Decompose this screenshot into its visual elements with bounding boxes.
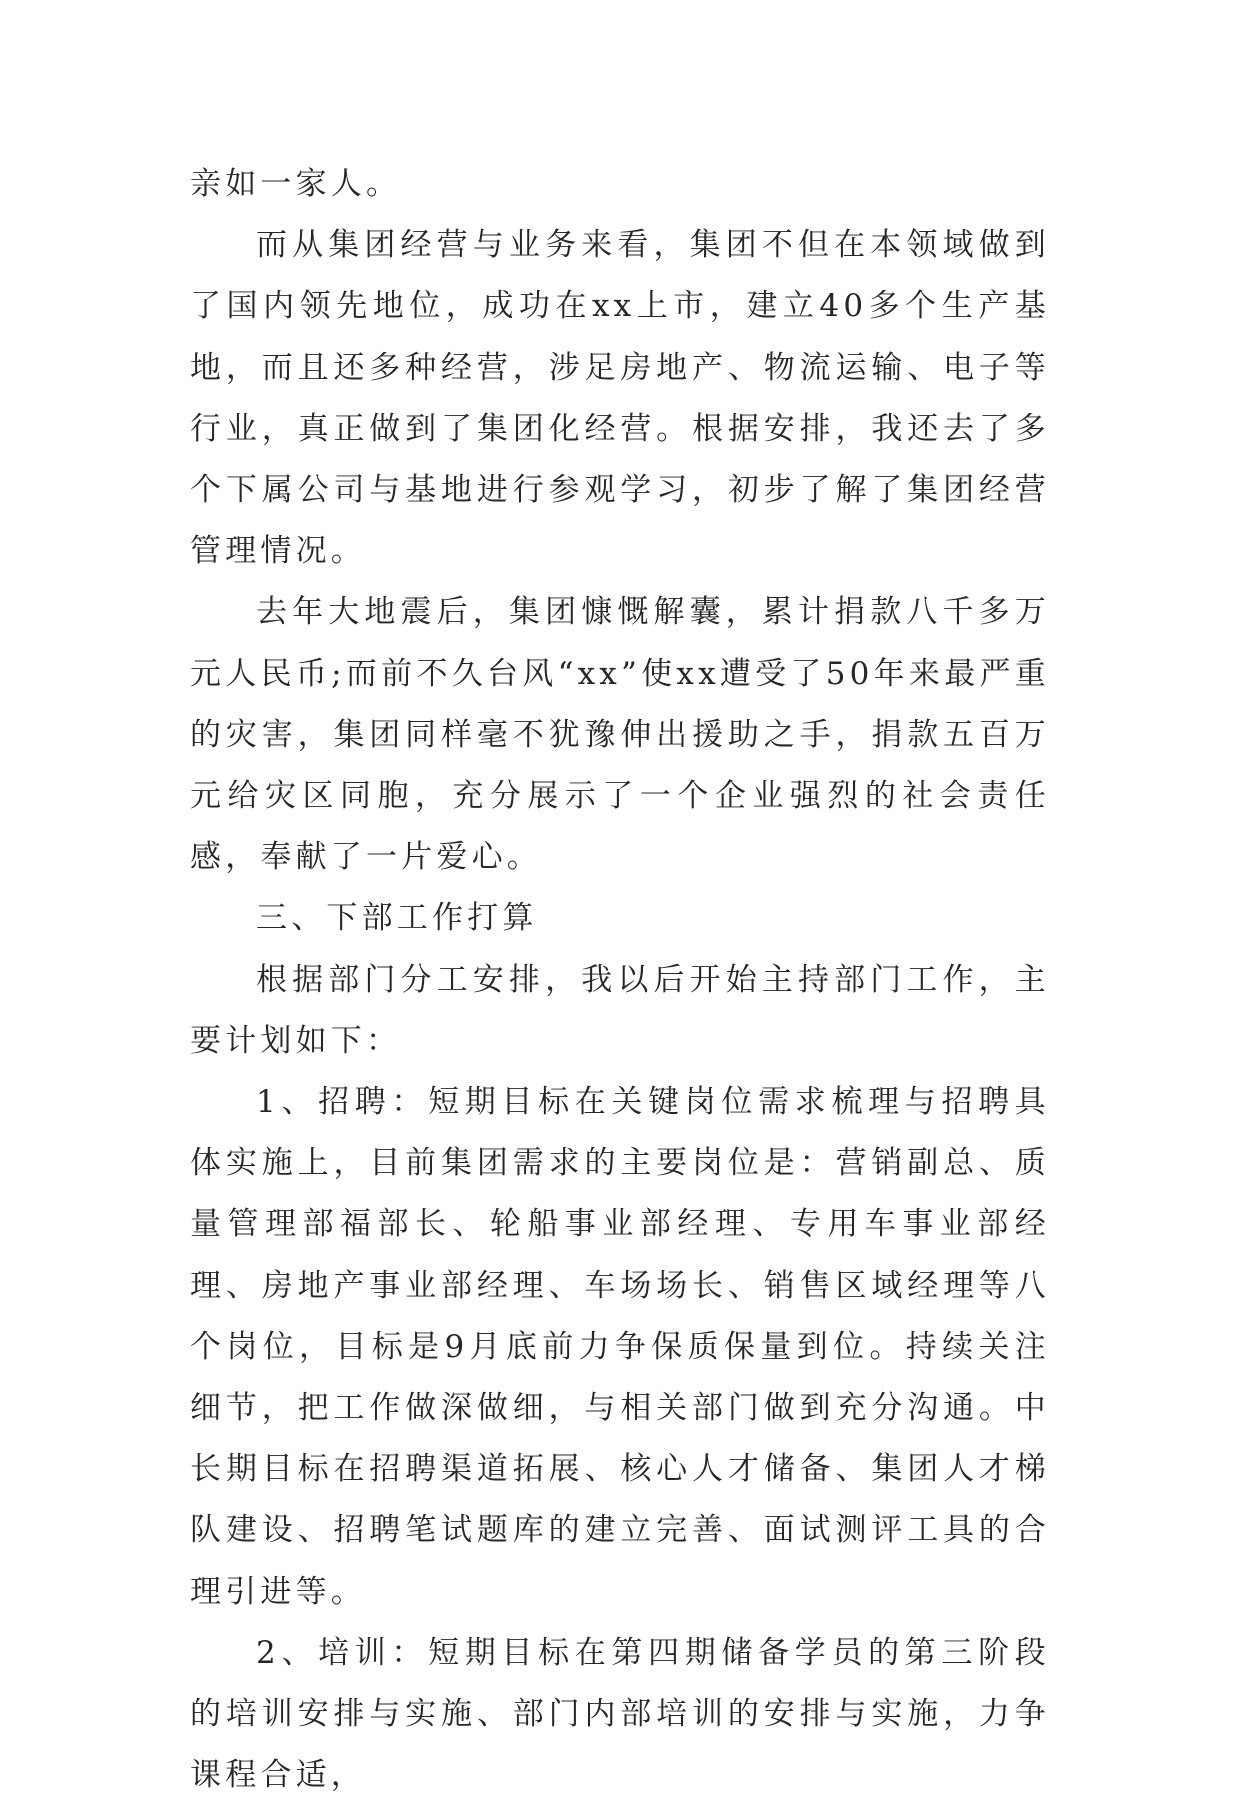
paragraph-plan-intro: 根据部门分工安排，我以后开始主持部门工作，主要计划如下： [190, 961, 1050, 1059]
document-body [190, 154, 1050, 1806]
paragraph-group-business: 而从集团经营与业务来看，集团不但在本领域做到了国内领先地位，成功在xx上市，建立40多个生产基地，而且还多种经营，涉足房地产、物流运输、电子等行业，真正做到了集团化经营。根据安排，我还去了多个下属公司与基地进行参观学习，初步了解了集团经营管理情况。 [190, 227, 1050, 570]
paragraph-donation: 去年大地震后，集团慷慨解囊，累计捐款八千多万元人民币;而前不久台风“xx”使xx遭受了50年来最严重的灾害，集团同样毫不犹豫伸出援助之手，捐款五百万元给灾区同胞，充分展示了一个企业强烈的社会责任感，奉献了一片爱心。 [190, 594, 1050, 876]
paragraph-recruitment: 1、招聘：短期目标在关键岗位需求梳理与招聘具体实施上，目前集团需求的主要岗位是：营销副总、质量管理部福部长、轮船事业部经理、专用车事业部经理、房地产事业部经理、车场场长、销售区域经理等八个岗位，目标是9月底前力争保质保量到位。持续关注细节，把工作做深做细，与相关部门做到充分沟通。中长期目标在招聘渠道拓展、核心人才储备、集团人才梯队建设、招聘笔试题库的建立完善、面试测评工具的合理引进等。 [190, 1084, 1050, 1610]
section-heading: 三、下部工作打算 [256, 900, 538, 937]
paragraph-training: 2、培训：短期目标在第四期储备学员的第三阶段的培训安排与实施、部门内部培训的安排与实施，力争课程合适， [190, 1634, 1050, 1794]
paragraph-continuation: 亲如一家人。 [190, 166, 402, 202]
